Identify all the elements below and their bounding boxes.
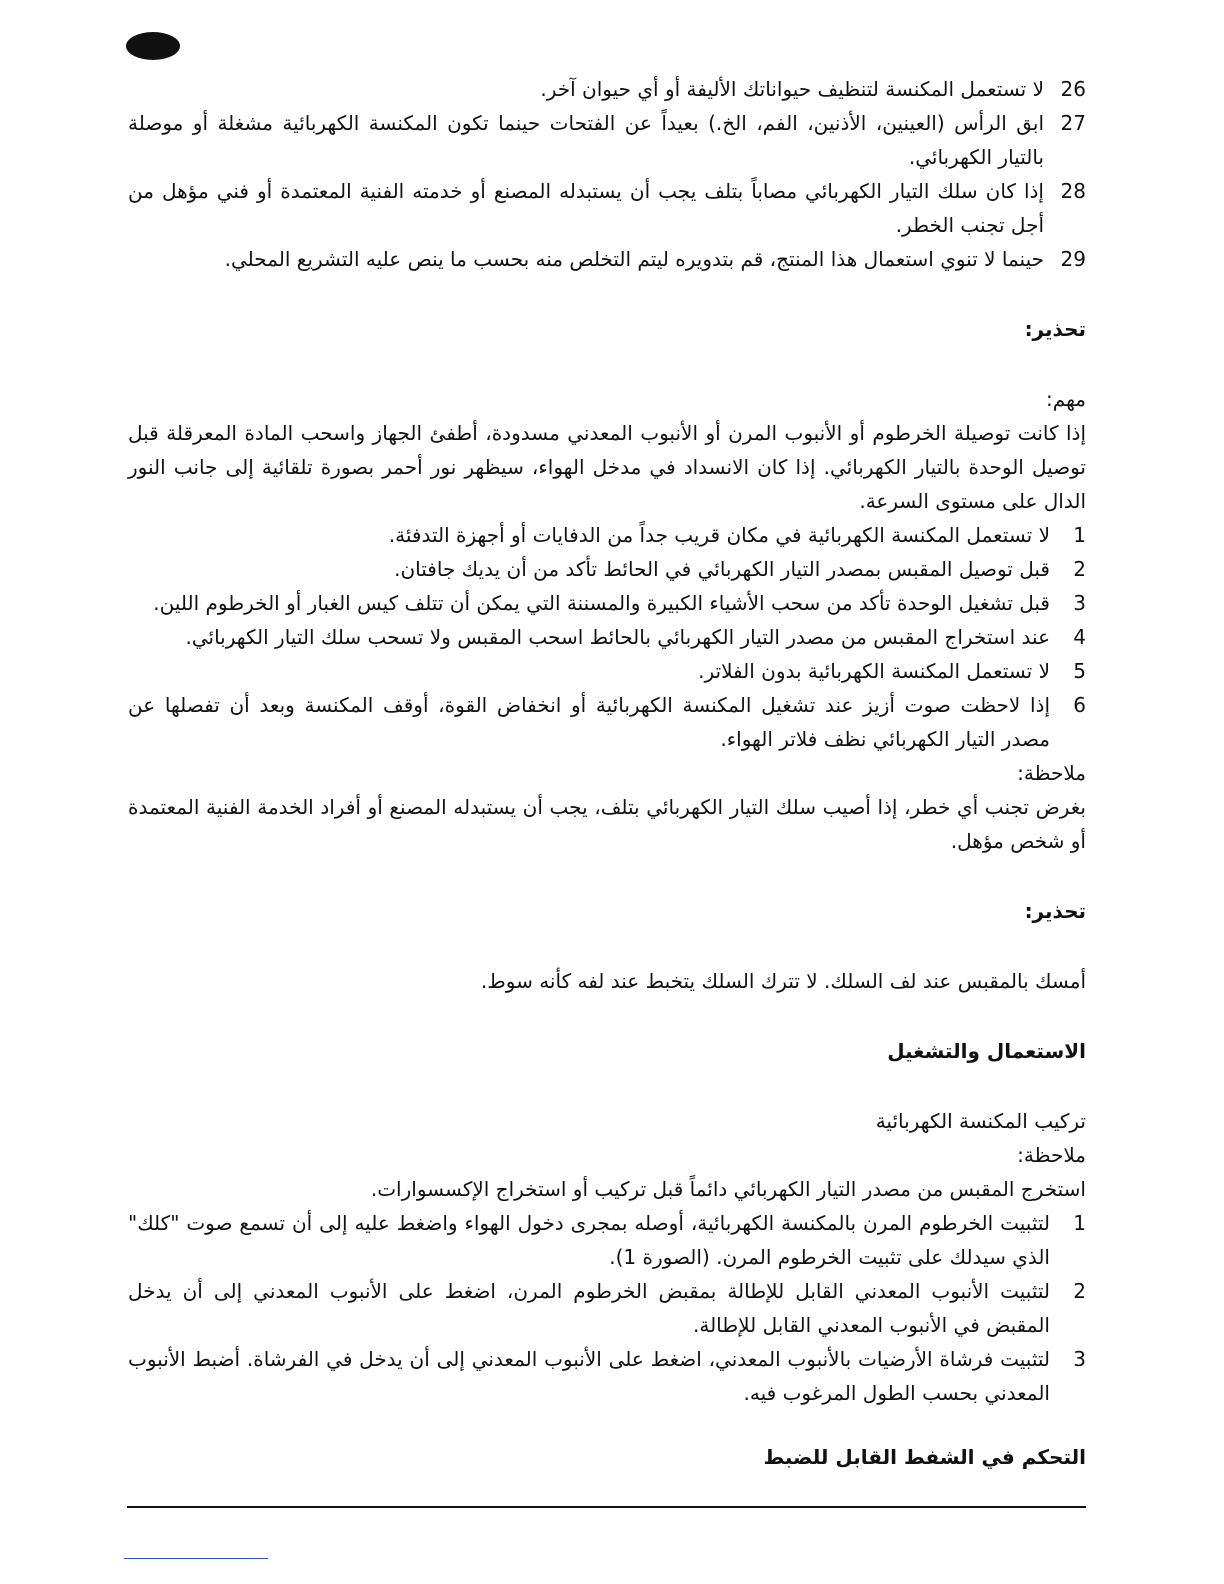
warning-heading: تحذير: [1024,899,1086,923]
list-item-text: عند استخراج المقبس من مصدر التيار الكهربائي بالحائط اسحب المقبس ولا تسحب سلك التيار الكهربائي. [185,625,1050,649]
warning-heading: تحذير: [1024,317,1086,341]
note-text: استخرج المقبس من مصدر التيار الكهربائي دائماً قبل تركيب أو استخراج الإكسسوارات. [370,1177,1086,1201]
warning-text: أمسك بالمقبس عند لف السلك. لا تترك السلك يتخبط عند لفه كأنه سوط. [480,969,1086,993]
note-label: ملاحظة: [1017,1143,1086,1167]
list-item-number: 27 [1060,111,1086,135]
list-item [128,106,1086,174]
document-body [128,72,1086,1474]
list-item-text: ابق الرأس (العينين، الأذنين، الفم، الخ.) بعيداً عن الفتحات حينما تكون المكنسة الكهربائية مشغلة أو موصلة بالتيار الكهربائي. [128,111,1044,169]
page-language-badge [126,32,180,60]
list-item-text: قبل توصيل المقبس بمصدر التيار الكهربائي في الحائط تأكد من أن يديك جافتان. [394,557,1050,581]
list-item-number: 3 [1073,591,1086,615]
note-text: بغرض تجنب أي خطر، إذا أصيب سلك التيار الكهربائي بتلف، يجب أن يستبدله المصنع أو أفراد الخدمة الفنية المعتمدة أو شخص مؤهل. [128,795,1086,853]
list-item-text: لتثبيت الأنبوب المعدني القابل للإطالة بمقبض الخرطوم المرن، اضغط على الأنبوب المعدني إلى أن يدخل المقبض في الأنبوب المعدني القابل للإطالة. [128,1279,1050,1337]
list-item [128,518,1086,552]
list-item [128,688,1086,756]
list-item-number: 5 [1073,659,1086,683]
list-item-number: 2 [1073,1279,1086,1303]
list-item [128,242,1086,276]
footer-link-line [124,1558,268,1559]
list-item-text: لا تستعمل المكنسة الكهربائية في مكان قريب جداً من الدفايات أو أجهزة التدفئة. [388,523,1050,547]
list-item-number: 6 [1073,693,1086,717]
list-item [128,1342,1086,1410]
list-item-number: 3 [1073,1347,1086,1371]
list-item-text: لا تستعمل المكنسة لتنظيف حيواناتك الأليفة أو أي حيوان آخر. [540,77,1044,101]
note-label: ملاحظة: [1017,761,1086,785]
list-item-text: إذا كان سلك التيار الكهربائي مصاباً بتلف يجب أن يستبدله المصنع أو خدمته الفنية المعتمدة أو فني مؤهل من أجل تجنب الخطر. [128,179,1044,237]
list-item-text: لتثبيت الخرطوم المرن بالمكنسة الكهربائية، أوصله بمجرى دخول الهواء واضغط عليه إلى أن تسمع صوت "كلك" الذي سيدلك على تثبيت الخرطوم المرن. (الصورة 1). [128,1211,1050,1269]
list-item [128,72,1086,106]
list-item [128,1206,1086,1274]
section-heading-usage: الاستعمال والتشغيل [887,1039,1086,1063]
list-item-text: حينما لا تنوي استعمال هذا المنتج، قم بتدويره ليتم التخلص منه بحسب ما ينص عليه التشريع المحلي. [224,247,1044,271]
list-item [128,586,1086,620]
list-item [128,620,1086,654]
list-item-number: 26 [1060,77,1086,101]
list-item-text: إذا لاحظت صوت أزيز عند تشغيل المكنسة الكهربائية أو انخفاض القوة، أوقف المكنسة وبعد أن تفصلها عن مصدر التيار الكهربائي نظف فلاتر الهواء. [128,693,1050,751]
list-item [128,174,1086,242]
list-item-number: 29 [1060,247,1086,271]
list-item-number: 1 [1073,523,1086,547]
list-item-text: قبل تشغيل الوحدة تأكد من سحب الأشياء الكبيرة والمسننة التي يمكن أن تتلف كيس الغبار أو الخرطوم اللين. [153,591,1050,615]
list-item [128,552,1086,586]
list-item [128,1274,1086,1342]
list-item-number: 1 [1073,1211,1086,1235]
important-text: إذا كانت توصيلة الخرطوم أو الأنبوب المرن أو الأنبوب المعدني مسدودة، أطفئ الجهاز واسحب المادة المعرقلة قبل توصيل الوحدة بالتيار الكهربائي. إذا كان الانسداد في مدخل الهواء، سيظهر نور أحمر بصورة تلقائية إلى جانب النور الدال على مستوى السرعة. [128,421,1086,513]
list-item-number: 2 [1073,557,1086,581]
list-item-text: لتثبيت فرشاة الأرضيات بالأنبوب المعدني، اضغط على الأنبوب المعدني إلى أن يدخل في الفرشاة. أضبط الأنبوب المعدني بحسب الطول المرغوب فيه. [128,1347,1050,1405]
section-heading-suction: التحكم في الشفط القابل للضبط [763,1445,1086,1469]
list-item-number: 28 [1060,179,1086,203]
footer-divider [127,1506,1086,1508]
list-item-number: 4 [1073,625,1086,649]
list-item [128,654,1086,688]
subheading-assembly: تركيب المكنسة الكهربائية [875,1109,1086,1133]
list-item-text: لا تستعمل المكنسة الكهربائية بدون الفلاتر. [698,659,1050,683]
important-label: مهم: [1046,387,1086,411]
